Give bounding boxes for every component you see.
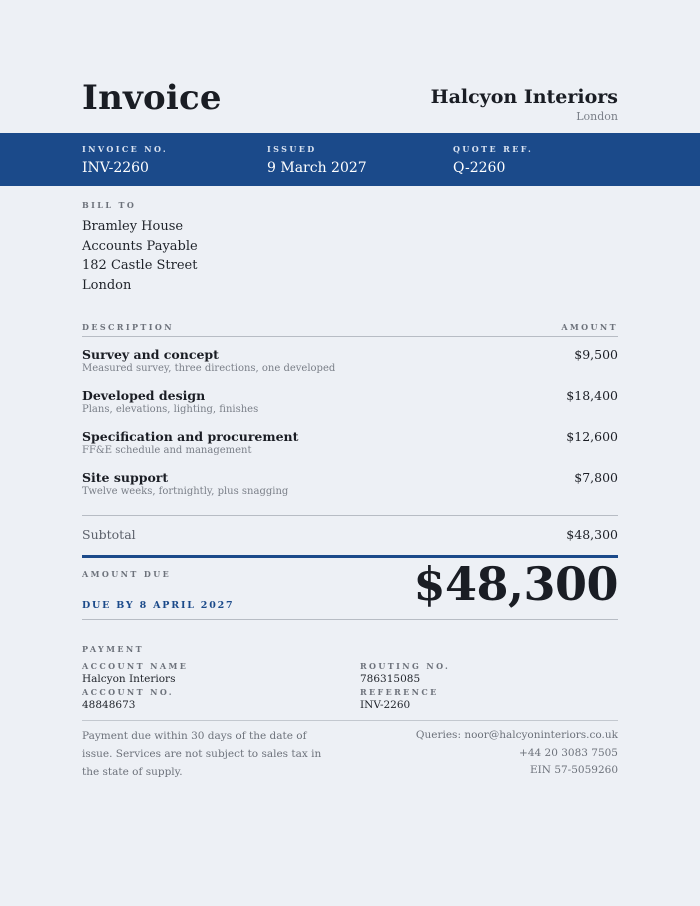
payment-terms-note: Payment due within 30 days of the date of issue. Services are not subject to sales tax in the state of supply.	[82, 730, 322, 778]
amount-due-value: $48,300	[413, 557, 618, 611]
line-item-description: FF&E schedule and management	[82, 445, 252, 456]
line-item-name: Specification and procurement	[82, 429, 299, 444]
amount-header: AMOUNT	[561, 322, 618, 332]
line-item-amount: $9,500	[574, 347, 618, 362]
quote-ref-label: QUOTE REF.	[453, 144, 534, 154]
line-item	[82, 429, 618, 470]
reference-cell	[360, 687, 439, 711]
line-items-table	[82, 322, 618, 511]
invoice-title: Invoice	[82, 78, 222, 118]
company-city: London	[576, 110, 618, 123]
invoice-number-label: INVOICE NO.	[82, 144, 169, 154]
subtotal-block	[82, 515, 618, 542]
subtotal-divider	[82, 515, 618, 516]
amount-due-block	[82, 555, 618, 620]
routing-label: ROUTING NO.	[360, 661, 451, 671]
invoice-number-block	[82, 144, 168, 176]
issued-date: 9 March 2027	[267, 160, 367, 176]
amount-due-label: AMOUNT DUE	[82, 569, 172, 579]
subtotal-amount: $48,300	[566, 527, 618, 542]
issued-label: ISSUED	[267, 144, 317, 154]
account-number-cell	[82, 687, 174, 711]
payment-details	[82, 644, 618, 717]
line-item-description: Plans, elevations, lighting, finishes	[82, 404, 259, 415]
bill-to-line: London	[82, 278, 132, 294]
bill-to-line: Accounts Payable	[82, 238, 198, 254]
bill-to-address	[82, 217, 198, 296]
account-name: Halcyon Interiors	[82, 673, 176, 685]
due-date: DUE BY 8 APRIL 2027	[82, 600, 235, 611]
line-item-amount: $18,400	[566, 388, 618, 403]
subtotal-label: Subtotal	[82, 527, 136, 542]
line-item-amount: $7,800	[574, 470, 618, 485]
quote-ref: Q-2260	[453, 160, 506, 176]
account-name-cell	[82, 661, 188, 685]
line-item-amount: $12,600	[566, 429, 618, 444]
footer-divider	[82, 720, 618, 721]
phone-number: +44 20 3083 7505	[519, 746, 618, 759]
bill-to-line: Bramley House	[82, 219, 184, 234]
bill-to	[82, 200, 198, 296]
company-name: Halcyon Interiors	[430, 86, 618, 108]
amount-due-divider	[82, 619, 618, 620]
line-item-name: Survey and concept	[82, 347, 219, 362]
issued-block	[267, 144, 367, 176]
queries-email: Queries: noor@halcyoninteriors.co.uk	[415, 729, 618, 741]
payment-grid	[82, 661, 618, 717]
invoice-meta-band	[0, 133, 700, 186]
bill-to-label: BILL TO	[82, 200, 137, 210]
invoice-number: INV-2260	[82, 160, 149, 176]
ein-number: EIN 57-5059260	[529, 764, 618, 776]
company-block	[431, 86, 618, 123]
line-item-description: Twelve weeks, fortnightly, plus snagging	[82, 486, 289, 497]
bill-to-line: 182 Castle Street	[82, 258, 198, 274]
account-name-label: ACCOUNT NAME	[82, 661, 189, 671]
routing-number: 786315085	[360, 673, 421, 685]
quote-ref-block	[453, 144, 533, 176]
line-item	[82, 388, 618, 429]
contact-block	[416, 727, 618, 780]
line-item-description: Measured survey, three directions, one developed	[82, 363, 336, 374]
line-item-name: Developed design	[82, 388, 206, 403]
routing-cell	[360, 661, 450, 685]
subtotal-row	[82, 527, 618, 542]
payment-label: PAYMENT	[82, 644, 144, 654]
line-item-name: Site support	[82, 470, 169, 485]
description-header: DESCRIPTION	[82, 322, 174, 332]
account-number: 48848673	[82, 699, 136, 711]
account-number-label: ACCOUNT NO.	[82, 687, 174, 697]
reference: INV-2260	[360, 699, 411, 711]
line-item	[82, 347, 618, 388]
line-item	[82, 470, 618, 511]
line-items-header	[82, 322, 618, 336]
reference-label: REFERENCE	[360, 687, 439, 697]
